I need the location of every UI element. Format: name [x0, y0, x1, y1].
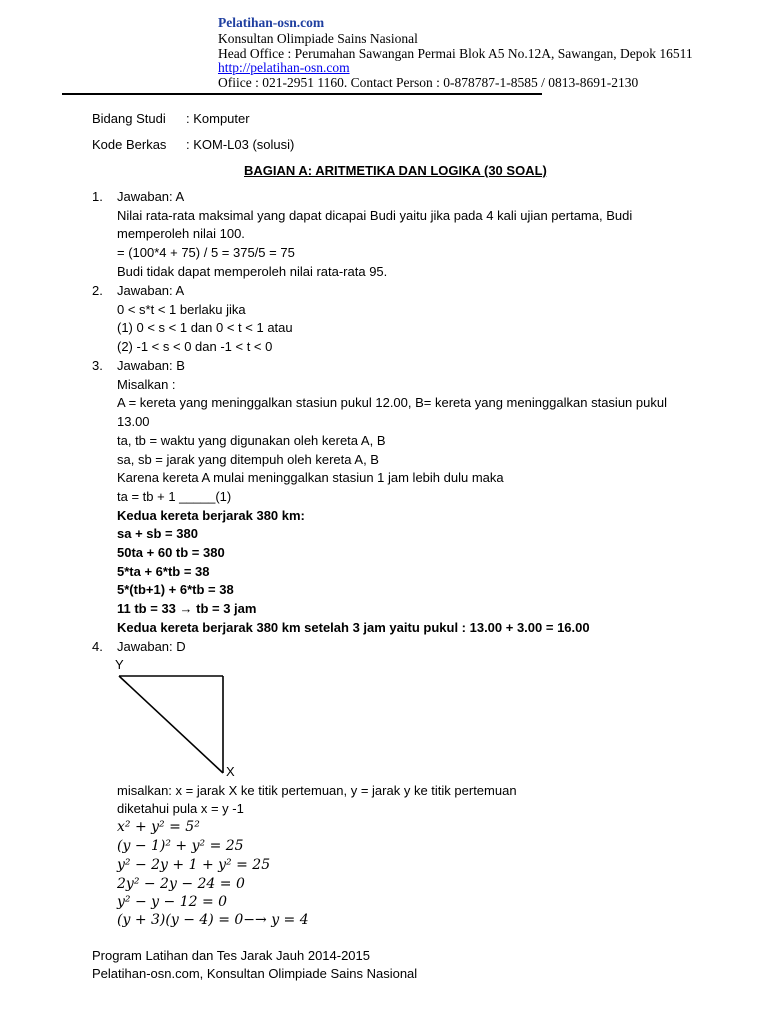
q3-conclusion-text: Kedua kereta berjarak 380 km setelah 3 jam yaitu pukul : 13.00 + 3.00 =	[117, 620, 558, 635]
triangle-edge-hypotenuse	[119, 676, 223, 773]
footer-program: Program Latihan dan Tes Jarak Jauh 2014-2015	[92, 948, 371, 963]
q4-line: misalkan: x = jarak X ke titik pertemuan, y = jarak y ke titik pertemuan	[117, 783, 517, 798]
q3-line: 11 tb = 33 → tb = 3 jam	[117, 601, 257, 616]
q3-eq-blank: _____	[179, 489, 216, 504]
q4-answer: Jawaban: D	[117, 639, 186, 654]
q4-equation: (y − 1)² + y² = 25	[117, 838, 244, 854]
q3-line: sa, sb = jarak yang ditempuh oleh kereta A, B	[117, 452, 379, 467]
q3-line: Misalkan :	[117, 377, 176, 392]
q4-number: 4.	[92, 639, 103, 654]
q3-line: Karena kereta A mulai meninggalkan stasiun 1 jam lebih dulu maka	[117, 470, 504, 485]
header-org: Konsultan Olimpiade Sains Nasional	[218, 31, 418, 46]
q3-line: 50ta + 60 tb = 380	[117, 545, 225, 560]
q1-line: Nilai rata-rata maksimal yang dapat dicapai Budi yaitu jika pada 4 kali ujian pertama, Budi	[117, 208, 633, 223]
triangle-label-y: Y	[115, 657, 124, 672]
q4-line: diketahui pula x = y -1	[117, 801, 244, 816]
q3-eq-ref: (1)	[215, 489, 232, 504]
triangle-diagram	[112, 670, 232, 780]
q2-line: (2) -1 < s < 0 dan -1 < t < 0	[117, 339, 273, 354]
q3-line: ta, tb = waktu yang digunakan oleh kereta A, B	[117, 433, 386, 448]
triangle-label-x: X	[226, 764, 235, 779]
header-office: Head Office : Perumahan Sawangan Permai Blok A5 No.12A, Sawangan, Depok 16511	[218, 46, 693, 61]
q1-line: = (100*4 + 75) / 5 = 375/5 = 75	[117, 245, 295, 260]
kode-label: Kode Berkas	[92, 137, 167, 152]
q3-line: A = kereta yang meninggalkan stasiun pukul 12.00, B= kereta yang meninggalkan stasiun pukul	[117, 395, 667, 410]
q4-equation: y² − 2y + 1 + y² = 25	[117, 857, 271, 873]
q1-line: Budi tidak dapat memperoleh nilai rata-rata 95.	[117, 264, 388, 279]
q3-conclusion-answer: 16.00	[557, 620, 590, 635]
q1-answer: Jawaban: A	[117, 189, 185, 204]
q2-line: (1) 0 < s < 1 dan 0 < t < 1 atau	[117, 320, 293, 335]
q4-equation: x² + y² = 5²	[117, 819, 200, 835]
q4-equation: y² − y − 12 = 0	[117, 894, 228, 910]
kode-value: : KOM-L03 (solusi)	[186, 137, 295, 152]
q3-number: 3.	[92, 358, 103, 373]
q3-answer: Jawaban: B	[117, 358, 185, 373]
q2-number: 2.	[92, 283, 103, 298]
header-site-name: Pelatihan-osn.com	[218, 15, 325, 30]
footer-org: Pelatihan-osn.com, Konsultan Olimpiade Sains Nasional	[92, 966, 418, 981]
q3-conclusion	[117, 619, 590, 638]
q3-line: 5*(tb+1) + 6*tb = 38	[117, 582, 234, 597]
section-title: BAGIAN A: ARITMETIKA DAN LOGIKA (30 SOAL)	[244, 163, 547, 178]
header-divider	[62, 93, 542, 95]
q3-line: 13.00	[117, 414, 150, 429]
q1-number: 1.	[92, 189, 103, 204]
q3-line: Kedua kereta berjarak 380 km:	[117, 508, 305, 523]
q1-line: memperoleh nilai 100.	[117, 226, 245, 241]
q3-line-equation-1	[117, 488, 231, 507]
q3-line: 5*ta + 6*tb = 38	[117, 564, 210, 579]
bidang-value: : Komputer	[186, 111, 250, 126]
header-url-link[interactable]: http://pelatihan-osn.com	[218, 60, 350, 75]
q3-line: sa + sb = 380	[117, 526, 198, 541]
q2-line: 0 < s*t < 1 berlaku jika	[117, 302, 246, 317]
q4-equation: 2y² − 2y − 24 = 0	[117, 876, 245, 892]
bidang-label: Bidang Studi	[92, 111, 166, 126]
q4-equation-result: (y + 3)(y − 4) = 0−→ y = 4	[117, 912, 309, 928]
q3-eq-part: ta = tb + 1	[117, 489, 180, 504]
header-contact: Ofiice : 021-2951 1160. Contact Person : 0-878787-1-8585 / 0813-8691-2130	[218, 75, 639, 90]
q2-answer: Jawaban: A	[117, 283, 185, 298]
